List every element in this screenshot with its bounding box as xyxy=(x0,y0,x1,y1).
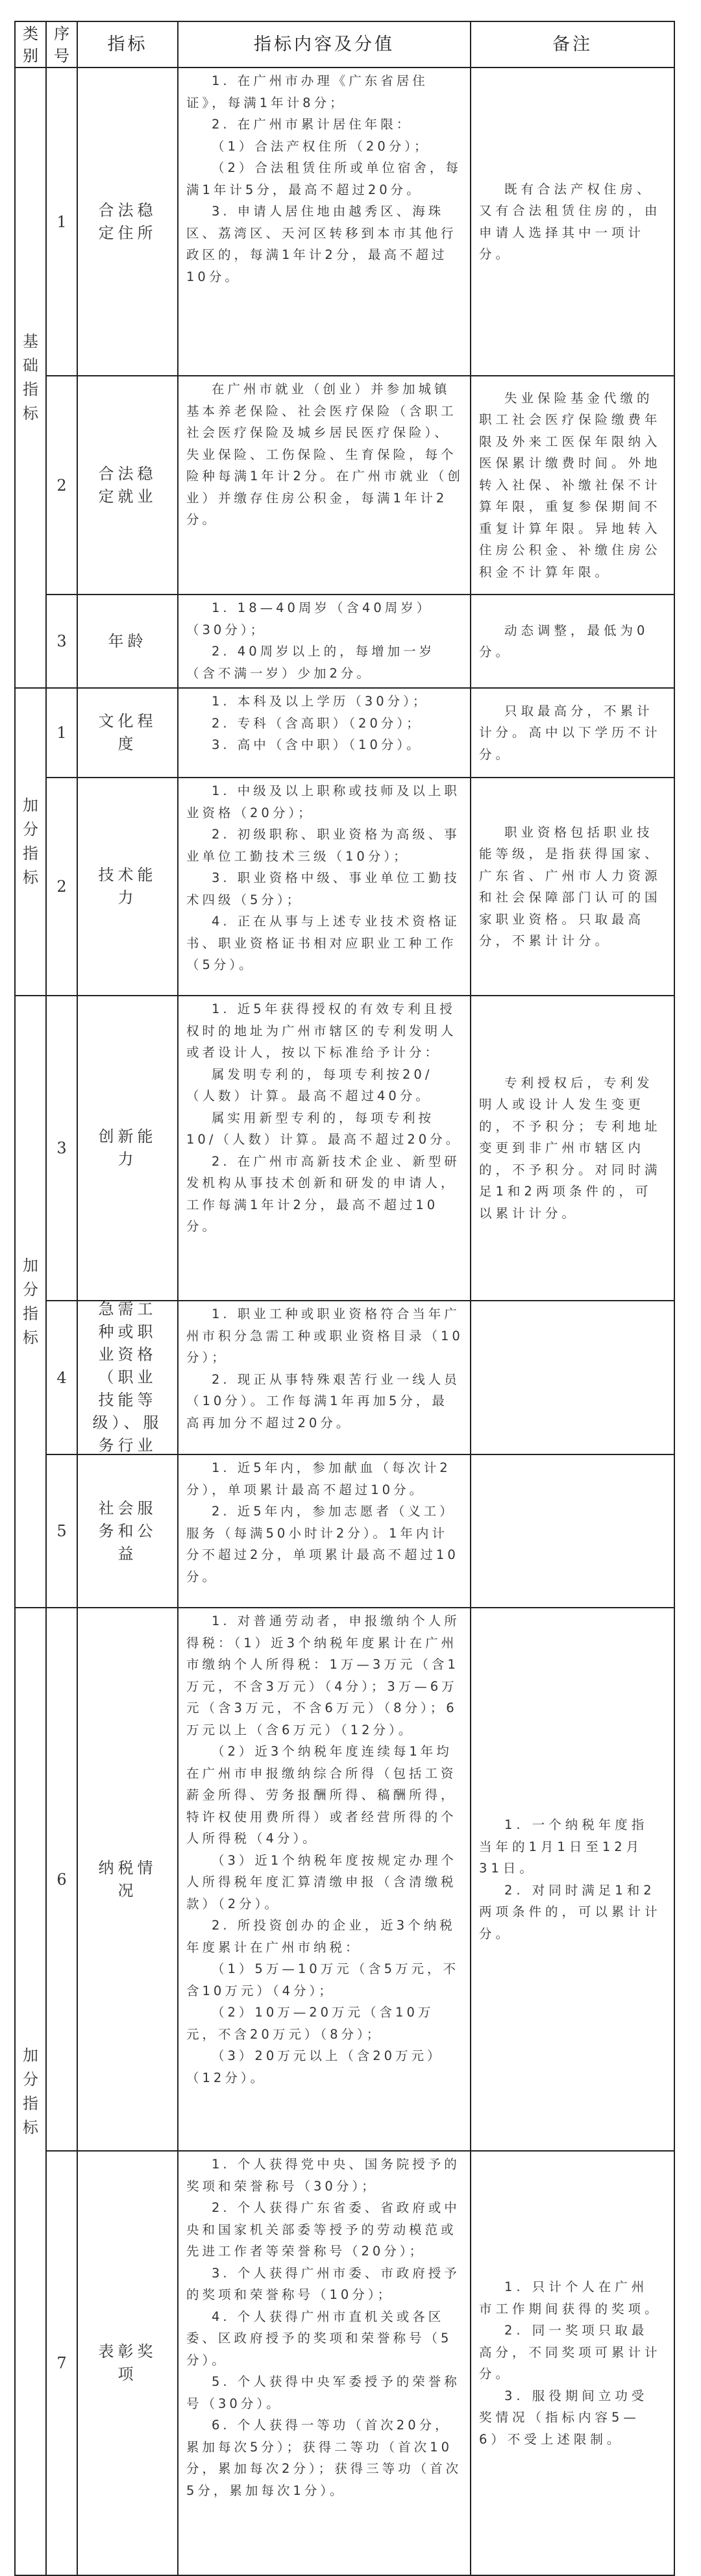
content-line: 1. 近5年内，参加献血（每次计2分），单项累计最高不超过10分。 xyxy=(186,1460,451,1497)
note-cell xyxy=(471,689,674,778)
header-indicator: 指标 xyxy=(78,22,178,68)
note-line: 3. 服役期间立功受奖情况（指标内容5—6）不受上述限制。 xyxy=(479,2388,648,2447)
table-row xyxy=(47,376,674,595)
content-line: 在广州市就业（创业）并参加城镇基本养老保险、社会医疗保险（含职工社会医疗保险及城乡居民医疗保险）、失业保险、工伤保险、生育保险，每个险种每满1年计2分。在广州市就业（创业）并缴存住房公积金，每满1年计2分。 xyxy=(186,382,463,527)
row-number: 6 xyxy=(56,1870,67,1889)
category-cell xyxy=(16,1608,47,2576)
indicator-name: 创新能力 xyxy=(98,1127,157,1168)
indicator-cell xyxy=(78,1608,178,2152)
note-cell xyxy=(471,1455,674,1608)
content-line: 2. 近5年内，参加志愿者（义工）服务（每满50小时计2分）。1年内计分不超过2分，单项累计最高不超过10分。 xyxy=(186,1504,459,1584)
note-line: 1. 只计个人在广州市工作期间获得的奖项。 xyxy=(479,2279,661,2316)
content-line: 3. 高中（含中职）（10分）。 xyxy=(212,737,423,752)
note-line: 动态调整，最低为0分。 xyxy=(479,622,649,659)
content-line: （2）10万—20万元（含10万元，不含20万元）（8分）； xyxy=(186,2005,434,2042)
table-row xyxy=(47,996,674,1301)
content-line: （1）5万—10万元（含5万元，不含10万元）（4分）； xyxy=(186,1961,460,1998)
content-line: 1. 18—40周岁（含40周岁）（30分）； xyxy=(186,600,433,637)
header-note: 备注 xyxy=(471,22,674,68)
row-number-cell xyxy=(47,996,78,1301)
indicator-name: 纳税情况 xyxy=(98,1858,157,1900)
header-number: 序号 xyxy=(47,22,78,68)
table-row xyxy=(47,1455,674,1608)
indicator-name: 合法稳定就业 xyxy=(98,464,157,506)
indicator-name: 社会服务和公益 xyxy=(98,1499,157,1563)
points-table xyxy=(14,21,675,2576)
indicator-name: 急需工种或职业资格（职业技能等级）、服务行业 xyxy=(92,1300,163,1454)
row-number-cell xyxy=(47,1301,78,1455)
note-cell xyxy=(471,778,674,996)
category-cell xyxy=(16,68,47,689)
indicator-name: 合法稳定住所 xyxy=(98,201,157,242)
row-number-cell xyxy=(47,376,78,595)
note-line: 既有合法产权住房、又有合法租赁住房的，由申请人选择其中一项计分。 xyxy=(479,181,661,262)
category-rows xyxy=(47,68,674,689)
category-group xyxy=(14,689,675,996)
indicator-cell xyxy=(78,778,178,996)
content-line: （3）20万元以上（含20万元）（12分）。 xyxy=(186,2048,443,2085)
content-cell xyxy=(178,68,471,376)
category-label: 加分指标 xyxy=(23,796,38,887)
row-number: 4 xyxy=(56,1368,67,1387)
indicator-cell xyxy=(78,68,178,376)
note-cell xyxy=(471,996,674,1301)
content-line: 2. 所投资创办的企业，近3个纳税年度累计在广州市纳税： xyxy=(186,1918,456,1955)
content-cell xyxy=(178,689,471,778)
content-line: 6. 个人获得一等功（首次20分，累加每次5分）；获得二等功（首次10分，累加每次2分）；获得三等功（首次5分，累加每次1分）。 xyxy=(186,2418,462,2498)
category-group xyxy=(14,1608,675,2576)
category-group xyxy=(14,996,675,1608)
content-cell xyxy=(178,2152,471,2576)
table-row xyxy=(47,1608,674,2152)
table-row xyxy=(47,1301,674,1455)
category-group xyxy=(14,68,675,689)
indicator-name: 文化程度 xyxy=(98,712,157,753)
note-line: 2. 对同时满足1和2两项条件的，可以累计计分。 xyxy=(479,1882,661,1941)
note-cell xyxy=(471,1301,674,1455)
content-cell xyxy=(178,1608,471,2152)
content-line: 1. 近5年获得授权的有效专利且授权时的地址为广州市辖区的专利发明人或者设计人，按以下标准给予计分： xyxy=(186,1001,457,1060)
content-line: （2）合法租赁住所或单位宿舍，每满1年计5分，最高不超过20分。 xyxy=(186,160,461,197)
header-content: 指标内容及分值 xyxy=(178,22,471,68)
content-line: 5. 个人获得中央军委授予的荣誉称号（30分）。 xyxy=(186,2374,460,2411)
indicator-cell xyxy=(78,1455,178,1608)
content-line: 1. 职业工种或职业资格符合当年广州市积分急需工种或职业资格目录（10分）； xyxy=(186,1306,463,1365)
content-line: 2. 在广州市高新技术企业、新型研发机构从事技术创新和研发的申请人，工作每满1年计2分，最高不超过10分。 xyxy=(186,1153,460,1234)
content-line: （3）近1个纳税年度按规定办理个人所得税年度汇算清缴申报（含清缴税款）（2分）。 xyxy=(186,1852,457,1911)
row-number-cell xyxy=(47,2152,78,2576)
row-number-cell xyxy=(47,595,78,689)
content-line: 3. 职业资格中级、事业单位工勤技术四级（5分）； xyxy=(186,870,460,907)
note-cell xyxy=(471,376,674,595)
category-cell xyxy=(16,996,47,1608)
content-line: 2. 初级职称、职业资格为高级、事业单位工勤技术三级（10分）； xyxy=(186,827,460,864)
content-line: 2. 现正从事特殊艰苦行业一线人员（10分）。工作每满1年再加5分，最高再加分不超过20分。 xyxy=(186,1371,460,1430)
content-line: 1. 个人获得党中央、国务院授予的奖项和荣誉称号（30分）； xyxy=(186,2157,460,2194)
note-cell xyxy=(471,595,674,689)
content-line: 属发明专利的，每项专利按20/（人数）计算。最高不超过40分。 xyxy=(186,1066,433,1103)
category-rows xyxy=(47,996,674,1608)
row-number: 2 xyxy=(56,476,67,495)
indicator-name: 表彰奖项 xyxy=(98,2342,157,2383)
indicator-name: 技术能力 xyxy=(98,866,157,907)
category-label: 加分指标 xyxy=(23,1256,38,1347)
content-line: 3. 个人获得广州市委、市政府授予的奖项和荣誉称号（10分）； xyxy=(186,2265,460,2302)
content-line: 2. 专科（含高职）（20分）； xyxy=(212,715,423,731)
content-cell xyxy=(178,376,471,595)
indicator-cell xyxy=(78,595,178,689)
header-category: 类别 xyxy=(16,22,47,68)
row-number: 2 xyxy=(56,877,67,896)
note-cell xyxy=(471,2152,674,2576)
content-line: 1. 中级及以上职称或技师及以上职业资格（20分）； xyxy=(186,783,460,820)
row-number-cell xyxy=(47,68,78,376)
table-body xyxy=(14,68,675,2576)
content-line: 3. 申请人居住地由越秀区、海珠区、荔湾区、天河区转移到本市其他行政区的，每满1年计2分，最高不超过10分。 xyxy=(186,204,457,284)
table-row xyxy=(47,595,674,689)
content-cell xyxy=(178,996,471,1301)
note-cell xyxy=(471,1608,674,2152)
content-cell xyxy=(178,1301,471,1455)
row-number-cell xyxy=(47,778,78,996)
row-number: 1 xyxy=(56,724,67,742)
row-number: 3 xyxy=(56,1139,67,1157)
content-line: 1. 对普通劳动者，申报缴纳个人所得税：（1）近3个纳税年度累计在广州市缴纳个人所得税：1万—3万元（含1万元，不含3万元）（4分）；3万—6万元（含3万元，不含6万元）（8分）；6万元以上（含6万元）（12分）。 xyxy=(186,1613,460,1737)
content-line: 1. 本科及以上学历（30分）； xyxy=(212,694,429,709)
content-line: 4. 个人获得广州市直机关或各区委、区政府授予的奖项和荣誉称号（5分）。 xyxy=(186,2309,452,2368)
indicator-cell xyxy=(78,2152,178,2576)
content-line: 2. 在广州市累计居住年限： xyxy=(212,117,413,132)
content-line: （1）合法产权住所（20分）； xyxy=(212,138,430,154)
content-line: 2. 个人获得广东省委、省政府或中央和国家机关部委等授予的劳动模范或先进工作者等荣誉称号（20分）； xyxy=(186,2200,460,2259)
content-line: （2）近3个纳税年度连续每1年均在广州市申报缴纳综合所得（包括工资薪金所得、劳务报酬所得、稿酬所得，特许权使用费所得）或者经营所得的个人所得税（4分）。 xyxy=(186,1744,457,1846)
category-rows xyxy=(47,689,674,996)
indicator-cell xyxy=(78,996,178,1301)
content-line: 属实用新型专利的，每项专利按10/（人数）计算。最高不超过20分。 xyxy=(186,1110,462,1147)
row-number: 7 xyxy=(56,2354,67,2372)
note-line: 失业保险基金代缴的职工社会医疗保险缴费年限及外来工医保年限纳入医保累计缴费时间。外地转入社保、补缴社保不计算年限，重复参保期间不重复计算年限。异地转入住房公积金、补缴住房公积金不计算年限。 xyxy=(479,390,661,580)
note-cell xyxy=(471,68,674,376)
category-rows xyxy=(47,1608,674,2576)
note-line: 2. 同一奖项只取最高分，不同奖项可累计计分。 xyxy=(479,2323,661,2381)
table-header xyxy=(14,21,675,68)
category-label: 基础指标 xyxy=(23,332,38,423)
table-row xyxy=(47,689,674,778)
row-number-cell xyxy=(47,689,78,778)
row-number-cell xyxy=(47,1608,78,2152)
content-cell xyxy=(178,778,471,996)
content-cell xyxy=(178,595,471,689)
content-cell xyxy=(178,1455,471,1608)
category-label: 加分指标 xyxy=(23,2046,38,2137)
content-line: 4. 正在从事与上述专业技术资格证书、职业资格证书相对应职业工种工作（5分）。 xyxy=(186,914,460,972)
row-number: 5 xyxy=(56,1522,67,1540)
row-number: 1 xyxy=(56,212,67,231)
note-line: 职业资格包括职业技能等级，是指获得国家、广东省、广州市人力资源和社会保障部门认可的国家职业资格。只取最高分，不累计计分。 xyxy=(479,824,661,948)
table-row xyxy=(47,778,674,996)
note-line: 1. 一个纳税年度指当年的1月1日至12月31日。 xyxy=(479,1817,648,1876)
note-line: 只取最高分，不累计计分。高中以下学历不计分。 xyxy=(479,703,661,762)
table-row xyxy=(47,2152,674,2576)
indicator-cell xyxy=(78,376,178,595)
indicator-cell xyxy=(78,1301,178,1455)
content-line: 1. 在广州市办理《广东省居住证》，每满1年计8分； xyxy=(186,73,428,110)
row-number-cell xyxy=(47,1455,78,1608)
content-line: 2. 40周岁以上的，每增加一岁（含不满一岁）少加2分。 xyxy=(186,644,436,681)
indicator-cell xyxy=(78,689,178,778)
category-cell xyxy=(16,689,47,996)
table-row xyxy=(47,68,674,376)
row-number: 3 xyxy=(56,632,67,650)
note-line: 专利授权后，专利发明人或设计人发生变更的，不予积分；专利地址变更到非广州市辖区内的，不予积分。对同时满足1和2两项条件的，可以累计计分。 xyxy=(479,1075,661,1221)
indicator-name: 年龄 xyxy=(108,632,147,650)
